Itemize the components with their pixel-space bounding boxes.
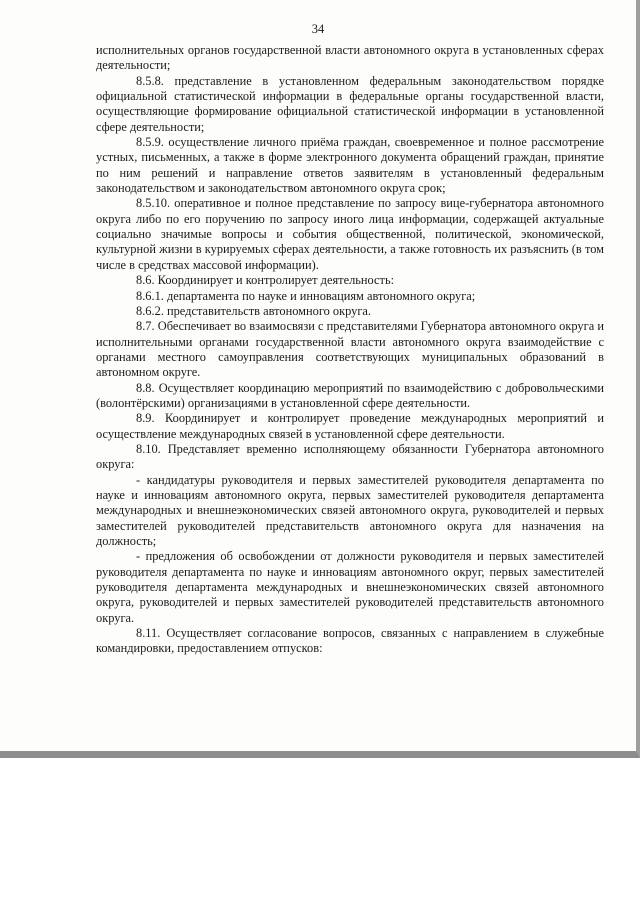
paragraph: 8.5.8. представление в установленном федеральным законодательством порядке официальной статистической информации в федеральные органы государственной власти, осуществляющие формирование официальной статистической информации в установленной сфере деятельности; bbox=[96, 73, 604, 134]
paragraph: 8.9. Координирует и контролирует проведение международных мероприятий и осуществление международных связей в установленной сфере деятельности. bbox=[96, 411, 604, 441]
paragraph: 8.6.2. представительств автономного округа. bbox=[136, 303, 372, 318]
paragraph: 8.5.9. осуществление личного приёма граждан, своевременное и полное рассмотрение устных, письменных, а также в форме электронного документа обращений граждан, принятие по ним решений и направление ответов заявителям в установленный федеральным законодательством и законодательством автономного округа срок; bbox=[96, 135, 604, 196]
paragraph: исполнительных органов государственной власти автономного округа в установленных сферах деятельности; bbox=[96, 43, 604, 73]
page-number: 34 bbox=[311, 22, 325, 36]
paragraph: 8.8. Осуществляет координацию мероприятий по взаимодействию с добровольческими (волонтёрскими) организациями в установленной сфере деятельности. bbox=[96, 380, 604, 410]
paragraph: 8.6. Координирует и контролирует деятельность: bbox=[136, 273, 395, 288]
paragraph: 8.7. Обеспечивает во взаимосвязи с представителями Губернатора автономного округа и исполнительными органами государственной власти автономного округа взаимодействие с органами местного самоуправления соответствующих муниципальных образований в автономном округе. bbox=[96, 319, 604, 380]
paragraph: - кандидатуры руководителя и первых заместителей руководителя департамента по науке и инновациям автономного округа, первых заместителей руководителя департамента международных и внешнеэкономических связей автономного округа, руководителей и первых заместителей руководителей представительств автономного округа для назначения на должность; bbox=[96, 472, 604, 548]
paragraph: 8.10. Представляет временно исполняющему обязанности Губернатора автономного округа: bbox=[96, 441, 604, 472]
paragraph: - предложения об освобождении от должности руководителя и первых заместителей руководителя департамента по науке и инновациям автономного округ, первых заместителей руководителя департамента международных и внешнеэкономических связей автономного округа, руководителей и первых заместителей руководителей представительств автономного округа. bbox=[96, 549, 604, 625]
document-body bbox=[96, 43, 604, 657]
paragraph: 8.5.10. оперативное и полное представление по запросу вице-губернатора автономного округа либо по его поручению по запросу иного лица информации, содержащей актуальные социально значимые вопросы и события общественной, политической, экономической, культурной жизни в курируемых сферах деятельности, а также готовность их разъяснить (в том числе в средствах массовой информации). bbox=[96, 196, 604, 272]
paragraph: 8.11. Осуществляет согласование вопросов, связанных с направлением в служебные командировки, предоставлением отпусков: bbox=[96, 626, 604, 656]
paragraph: 8.6.1. департамента по науке и инновациям автономного округа; bbox=[136, 288, 476, 303]
